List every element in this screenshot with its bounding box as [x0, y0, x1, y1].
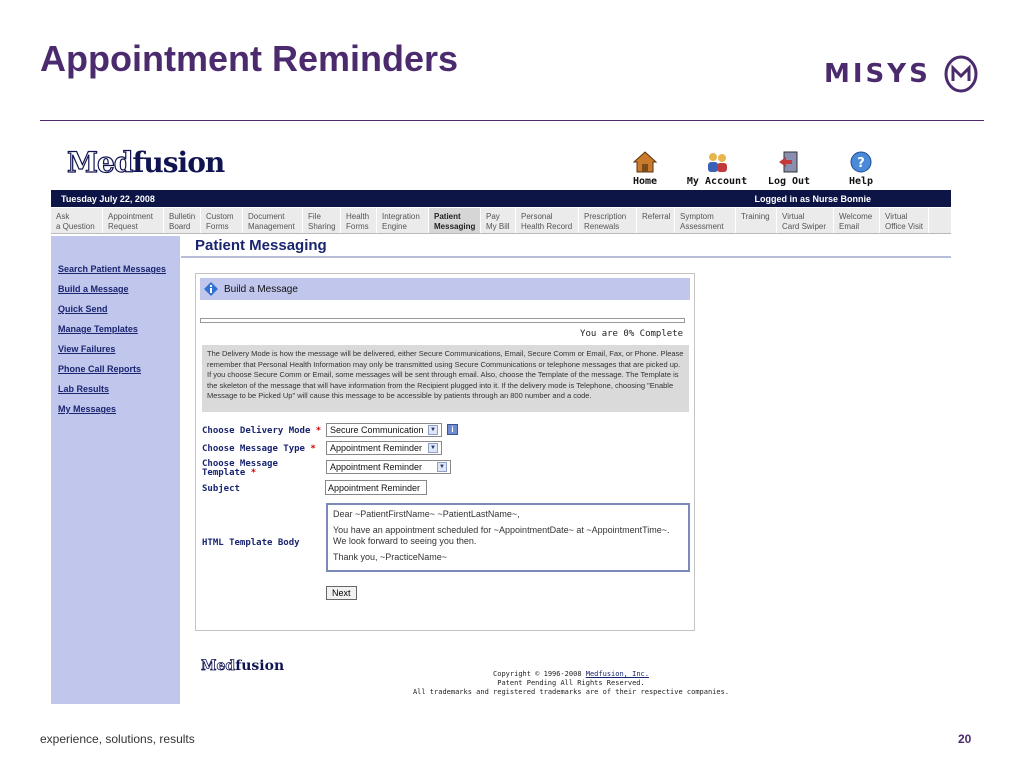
top-navigation: [617, 150, 889, 187]
login-status: Logged in as Nurse Bonnie: [754, 193, 871, 204]
date-bar: [51, 190, 951, 207]
copyright-notice: Copyright © 1996-2008 Medfusion, Inc. Patent Pending All Rights Reserved. All trademarks and registered trademarks are of their respective companies.: [412, 670, 730, 696]
sidebar-item-view-failures[interactable]: View Failures: [58, 344, 116, 354]
tab-virtual-office-visit[interactable]: Virtual Office Visit: [880, 208, 929, 233]
chevron-down-icon: ▼: [437, 462, 447, 472]
tab-patient-messaging[interactable]: Patient Messaging: [429, 208, 481, 233]
sidebar-item-my-messages[interactable]: My Messages: [58, 404, 117, 414]
tab-prescription-renewals[interactable]: Prescription Renewals: [579, 208, 637, 233]
message-type-label: Choose Message Type *: [202, 444, 316, 454]
panel-header: [200, 278, 690, 300]
misys-wordmark: MISYS: [824, 59, 931, 89]
medfusion-logo: Medfusion: [67, 146, 225, 179]
sidebar-item-manage-templates[interactable]: Manage Templates: [58, 324, 138, 334]
tab-bulletin-board[interactable]: Bulletin Board: [164, 208, 201, 233]
body-message: You have an appointment scheduled for ~AppointmentDate~ at ~AppointmentTime~. We look forward to seeing you then.: [333, 525, 670, 546]
slide-number: 20: [958, 732, 972, 746]
my-account-button[interactable]: My Account: [689, 150, 745, 187]
home-button[interactable]: Home: [617, 150, 673, 187]
progress-bar: [200, 318, 685, 323]
page-title: Patient Messaging: [195, 237, 327, 254]
module-tabs: [51, 208, 951, 234]
slide-title: Appointment Reminders: [40, 38, 459, 79]
tab-custom-forms[interactable]: Custom Forms: [201, 208, 243, 233]
medfusion-footer-logo: Medfusion: [201, 658, 285, 674]
help-icon: [848, 150, 874, 174]
message-template-label: Choose Message Template *: [202, 459, 278, 478]
tab-document-management[interactable]: Document Management: [243, 208, 303, 233]
sidebar-item-search-patient-messages[interactable]: Search Patient Messages: [58, 264, 167, 274]
subject-input[interactable]: [325, 480, 427, 495]
delivery-mode-instructions: The Delivery Mode is how the message will be delivered, either Secure Communications, Email, Secure Comm or Email, Fax, or Phone. Please remember that Personal Health Information may only be transmitted using Secure Communications or telephone messages that are picked up. If you choose Secure Comm or Email, some messages will be sent through email. Also, choose the Template of the message. The Template is the skeleton of the message that will have information from the Recipient plugged into it. If the delivery mode is Telephone, choosing "Enable Message to be Picked Up" will cause this message to be accessible by patients through an 800 number and a code.: [202, 345, 689, 412]
tab-training[interactable]: Training: [736, 208, 777, 233]
template-body-label: HTML Template Body: [202, 538, 300, 548]
tab-integration-engine[interactable]: Integration Engine: [377, 208, 429, 233]
sidebar-item-phone-call-reports[interactable]: Phone Call Reports: [58, 364, 142, 374]
sidebar-item-build-a-message[interactable]: Build a Message: [58, 284, 129, 294]
log-out-button[interactable]: Log Out: [761, 150, 817, 187]
tab-welcome-email[interactable]: Welcome Email: [834, 208, 880, 233]
tab-file-sharing[interactable]: File Sharing: [303, 208, 341, 233]
heading-divider: [181, 256, 951, 258]
progress-text: You are 0% Complete: [580, 329, 683, 339]
tab-referral[interactable]: Referral: [637, 208, 675, 233]
delivery-mode-label: Choose Delivery Mode *: [202, 426, 322, 436]
misys-emblem-icon: [943, 54, 979, 94]
tab-ask-a-question[interactable]: Ask a Question: [51, 208, 103, 233]
body-closing: Thank you, ~PracticeName~: [333, 552, 448, 562]
message-template-select[interactable]: Appointment Reminder ▼: [326, 460, 451, 474]
current-date: Tuesday July 22, 2008: [61, 193, 155, 204]
tab-virtual-card-swiper[interactable]: Virtual Card Swiper: [777, 208, 834, 233]
svg-text:?: ?: [857, 156, 865, 171]
message-type-select[interactable]: Appointment Reminder ▼: [326, 441, 442, 455]
logout-icon: [776, 150, 802, 174]
sidebar-item-quick-send[interactable]: Quick Send: [58, 304, 108, 314]
build-message-panel: [195, 273, 695, 631]
body-greeting: Dear ~PatientFirstName~ ~PatientLastName~,: [333, 509, 520, 519]
tab-symptom-assessment[interactable]: Symptom Assessment: [675, 208, 736, 233]
chevron-down-icon: ▼: [428, 443, 438, 453]
info-diamond-icon: [204, 282, 218, 296]
subject-label: Subject: [202, 484, 240, 494]
medfusion-app-screenshot: [51, 140, 951, 704]
account-icon: [704, 150, 730, 174]
tab-pay-my-bill[interactable]: Pay My Bill: [481, 208, 516, 233]
help-button[interactable]: ? Help: [833, 150, 889, 187]
tagline: experience, solutions, results: [40, 732, 195, 746]
delivery-mode-select[interactable]: Secure Communication ▼: [326, 423, 442, 437]
medfusion-link[interactable]: Medfusion, Inc.: [585, 670, 649, 678]
chevron-down-icon: ▼: [428, 425, 438, 435]
template-body-editor[interactable]: [326, 503, 690, 572]
sidebar-item-lab-results[interactable]: Lab Results: [58, 384, 110, 394]
tab-appointment-request[interactable]: Appointment Request: [103, 208, 164, 233]
delivery-mode-info-icon[interactable]: i: [447, 424, 458, 435]
misys-logo: [824, 52, 979, 96]
tab-health-forms[interactable]: Health Forms: [341, 208, 377, 233]
panel-title: Build a Message: [224, 283, 298, 295]
sidebar: [51, 236, 180, 704]
next-button[interactable]: Next: [326, 586, 357, 600]
title-divider: [40, 120, 984, 121]
tab-personal-health-record[interactable]: Personal Health Record: [516, 208, 579, 233]
home-icon: [632, 150, 658, 174]
